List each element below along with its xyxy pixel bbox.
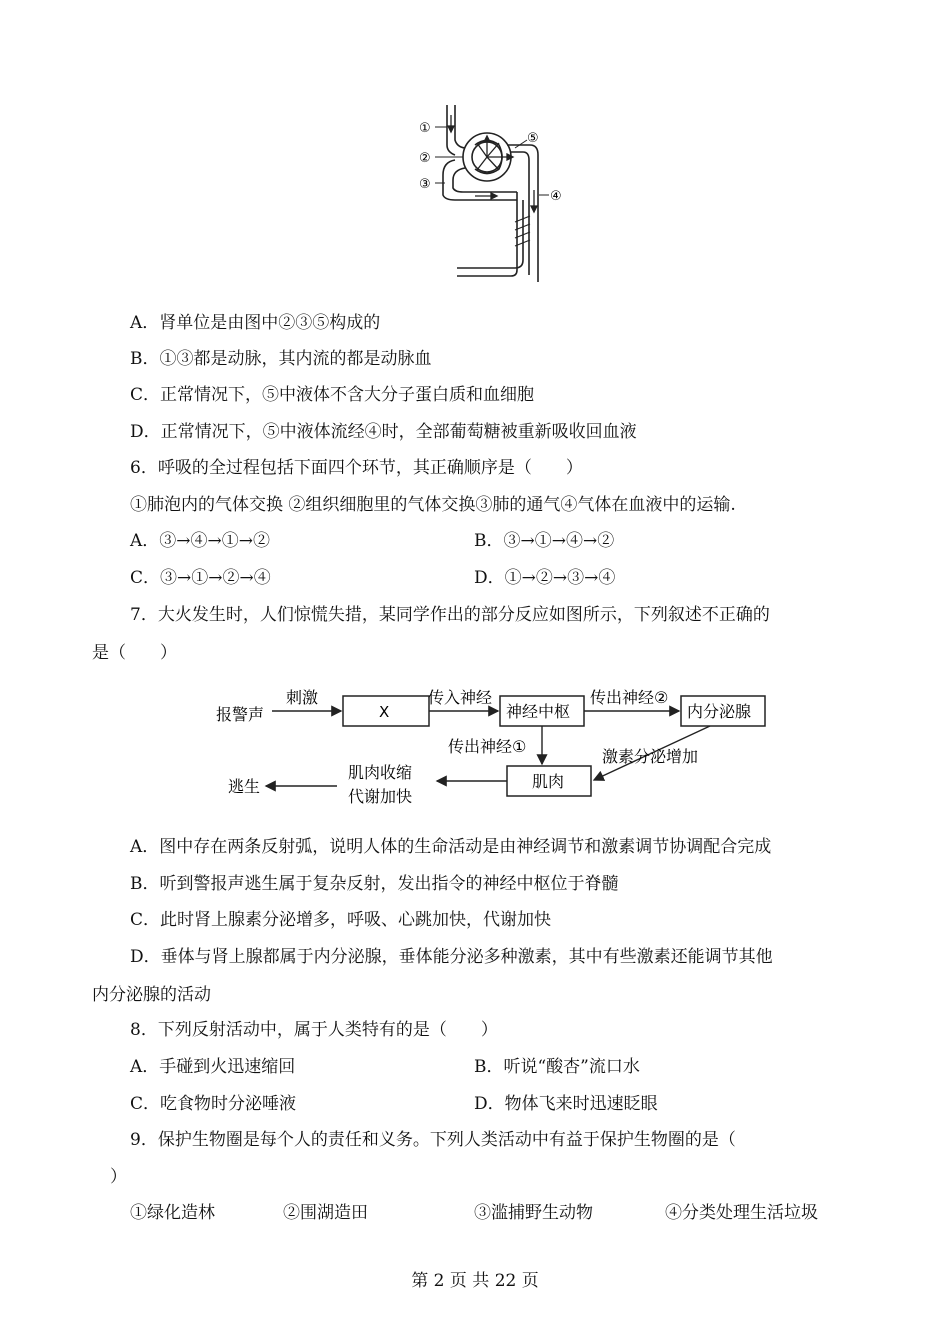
q8-stem: 8．下列反射活动中，属于人类特有的是（ ） xyxy=(130,1020,498,1040)
efferent1-label: 传出神经① xyxy=(448,737,527,756)
q9-stem-line2: ） xyxy=(110,1167,127,1187)
page-footer: 第 2 页 共 22 页 xyxy=(411,1271,539,1291)
nephron-figure xyxy=(415,100,575,285)
x-box-label: X xyxy=(379,703,390,721)
afferent-label: 传入神经 xyxy=(428,688,493,707)
q6-option-a: A．③→④→①→② xyxy=(130,531,271,551)
q7-option-d-line1: D．垂体与肾上腺都属于内分泌腺，垂体能分泌多种激素，其中有些激素还能调节其他 xyxy=(130,947,773,967)
q6-option-b: B．③→①→④→② xyxy=(474,531,615,551)
q6-steps: ①肺泡内的气体交换 ②组织细胞里的气体交换③肺的通气④气体在血液中的运输. xyxy=(130,495,736,515)
muscle-effect-line1: 肌肉收缩 xyxy=(348,763,413,782)
stimulus-label: 刺激 xyxy=(286,688,319,707)
hormone-label: 激素分泌增加 xyxy=(602,747,699,766)
q5-option-a: A．肾单位是由图中②③⑤构成的 xyxy=(130,313,381,333)
muscle-effect-line2: 代谢加快 xyxy=(348,787,413,806)
q9-item-2: ②围湖造田 xyxy=(283,1203,368,1223)
center-box-label: 神经中枢 xyxy=(506,702,571,721)
alarm-label: 报警声 xyxy=(216,705,265,724)
q8-option-b: B．听说“酸杏”流口水 xyxy=(474,1057,640,1077)
q6-stem: 6．呼吸的全过程包括下面四个环节，其正确顺序是（ ） xyxy=(130,458,583,478)
q7-stem-line2: 是（ ） xyxy=(92,643,177,663)
label-5: ⑤ xyxy=(527,131,539,146)
muscle-box-label: 肌肉 xyxy=(532,772,565,791)
efferent2-label: 传出神经② xyxy=(590,688,669,707)
reflex-diagram-svg xyxy=(210,682,770,807)
q7-option-b: B．听到警报声逃生属于复杂反射，发出指令的神经中枢位于脊髓 xyxy=(130,874,619,894)
label-2: ② xyxy=(419,151,431,166)
q9-stem-line1: 9．保护生物圈是每个人的责任和义务。下列人类活动中有益于保护生物圈的是（ xyxy=(130,1130,736,1150)
q9-item-3: ③滥捕野生动物 xyxy=(474,1203,593,1223)
escape-label: 逃生 xyxy=(228,777,261,796)
q6-option-c: C．③→①→②→④ xyxy=(130,568,271,588)
q7-option-c: C．此时肾上腺素分泌增多，呼吸、心跳加快，代谢加快 xyxy=(130,910,552,930)
q5-option-b: B．①③都是动脉，其内流的都是动脉血 xyxy=(130,349,432,369)
label-1: ① xyxy=(419,121,431,136)
q9-item-4: ④分类处理生活垃圾 xyxy=(665,1203,818,1223)
q8-option-d: D．物体飞来时迅速眨眼 xyxy=(474,1094,658,1114)
q7-stem-line1: 7．大火发生时，人们惊慌失措，某同学作出的部分反应如图所示，下列叙述不正确的 xyxy=(130,605,770,625)
q8-option-c: C．吃食物时分泌唾液 xyxy=(130,1094,297,1114)
nephron-diagram xyxy=(415,100,575,285)
q5-option-c: C．正常情况下，⑤中液体不含大分子蛋白质和血细胞 xyxy=(130,385,535,405)
q8-option-a: A．手碰到火迅速缩回 xyxy=(130,1057,296,1077)
q6-option-d: D．①→②→③→④ xyxy=(474,568,616,588)
gland-box-label: 内分泌腺 xyxy=(687,702,752,721)
q9-item-1: ①绿化造林 xyxy=(130,1203,215,1223)
q7-option-a: A．图中存在两条反射弧，说明人体的生命活动是由神经调节和激素调节协调配合完成 xyxy=(130,837,772,857)
q7-option-d-line2: 内分泌腺的活动 xyxy=(92,985,211,1005)
label-4: ④ xyxy=(550,189,562,204)
label-3: ③ xyxy=(419,177,431,192)
reflex-diagram xyxy=(210,682,770,807)
q5-option-d: D．正常情况下，⑤中液体流经④时，全部葡萄糖被重新吸收回血液 xyxy=(130,422,637,442)
